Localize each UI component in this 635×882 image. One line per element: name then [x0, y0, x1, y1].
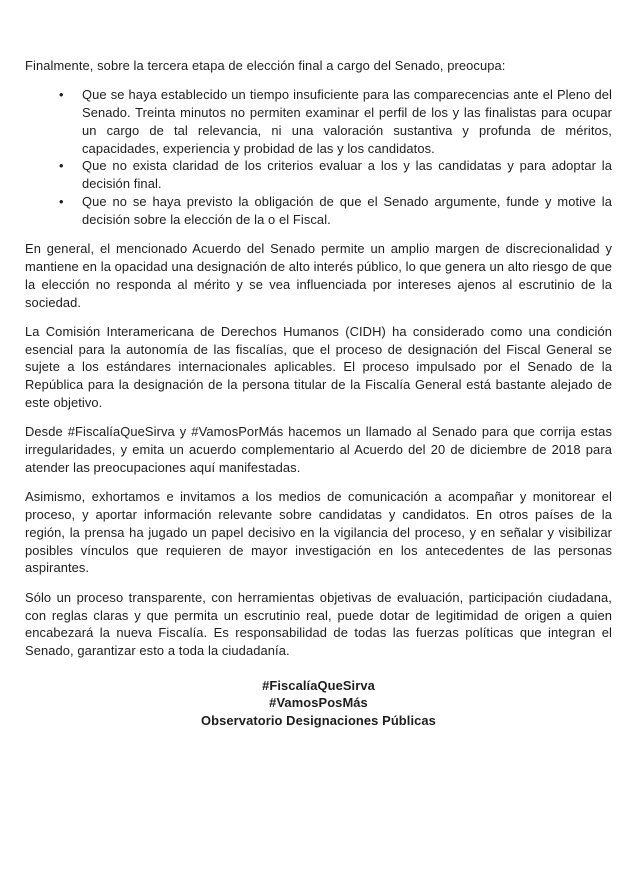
- list-item: [25, 86, 612, 157]
- bullet-icon: •: [59, 158, 64, 174]
- intro-paragraph: Finalmente, sobre la tercera etapa de elección final a cargo del Senado, preocupa:: [25, 58, 506, 73]
- signature-hashtag-fiscalia: #FiscalíaQueSirva: [262, 677, 375, 693]
- body-paragraph-medios: Asimismo, exhortamos e invitamos a los medios de comunicación a acompañar y monitorear el proceso, y aportar información relevante sobre candidatas y candidatos. En otros países de la región, la prensa ha jugado un papel decisivo en la vigilancia del proceso, y en señalar y visibilizar posibles vínculos que requieren de mayor investigación en los antecedentes de las personas aspirantes.: [25, 489, 612, 576]
- bullet-icon: •: [59, 87, 64, 103]
- list-item: [25, 193, 612, 229]
- list-item-text: Que no se haya previsto la obligación de que el Senado argumente, funde y motive la decisión sobre la elección de la o el Fiscal.: [82, 194, 612, 227]
- signature-block: [25, 677, 612, 730]
- bullet-icon: •: [59, 194, 64, 210]
- body-paragraph-general: En general, el mencionado Acuerdo del Senado permite un amplio margen de discrecionalidad y mantiene en la opacidad una designación de alto interés público, lo que genera un alto riesgo de que la elección no responda al mérito y se vea influenciada por intereses ajenos al escrutinio de la sociedad.: [25, 241, 612, 310]
- body-paragraph-cierre: Sólo un proceso transparente, con herramientas objetivas de evaluación, participación ciudadana, con reglas claras y que permita un escrutinio real, puede dotar de legitimidad de origen a quien encabezará la nueva Fiscalía. Es responsabilidad de todas las fuerzas políticas que integran el Senado, garantizar esto a toda la ciudadanía.: [25, 589, 612, 659]
- body-paragraph-cidh: La Comisión Interamericana de Derechos Humanos (CIDH) ha considerado como una condición esencial para la autonomía de las fiscalías, que el proceso de designación del Fiscal General se sujete a los estándares internacionales aplicables. El proceso impulsado por el Senado de la República para la designación de la persona titular de la Fiscalía General está bastante alejado de este objetivo.: [25, 323, 612, 411]
- signature-organization: Observatorio Designaciones Públicas: [201, 712, 436, 728]
- list-item-text: Que se haya establecido un tiempo insuficiente para las comparecencias ante el Pleno del Senado. Treinta minutos no permiten examinar el perfil de los y las finalistas para ocupar un cargo de tal relevancia, ni una valoración sustantiva y profunda de méritos, capacidades, experiencia y probidad de las y los candidatos.: [82, 87, 612, 156]
- list-item: [25, 157, 612, 193]
- signature-hashtag-vamos: #VamosPosMás: [269, 695, 368, 711]
- list-item-text: Que no exista claridad de los criterios evaluar a los y las candidatas y para adoptar la decisión final.: [82, 158, 612, 192]
- concerns-list: [25, 86, 612, 228]
- body-paragraph-llamado: Desde #FiscalíaQueSirva y #VamosPorMás hacemos un llamado al Senado para que corrija estas irregularidades, y emita un acuerdo complementario al Acuerdo del 20 de diciembre de 2018 para atender las preocupaciones aquí manifestadas.: [25, 424, 612, 475]
